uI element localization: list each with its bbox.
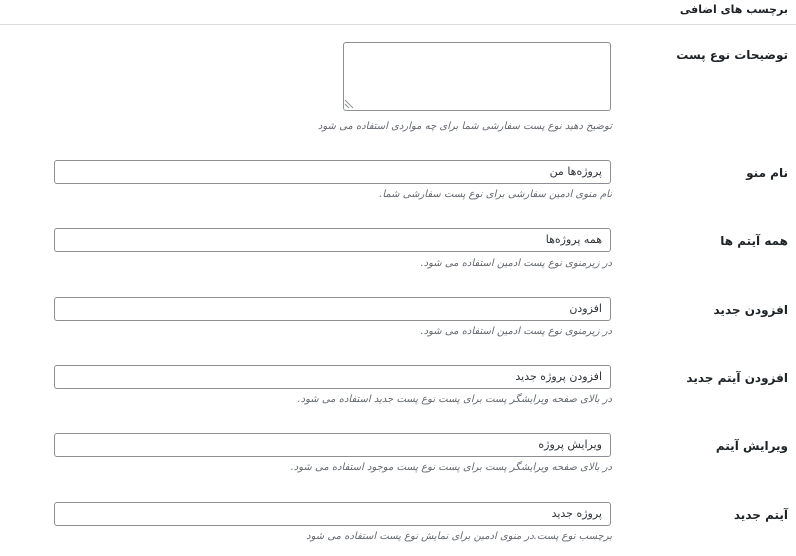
add-new-item-input[interactable]: افزودن پروژه جدید: [54, 365, 611, 389]
new-item-input[interactable]: پروژه جدید: [54, 502, 611, 526]
add-new-item-label: افزودن آیتم جدید: [686, 371, 788, 385]
resize-handle-icon[interactable]: [344, 99, 354, 109]
all-items-help: در زیرمنوی نوع پست ادمین استفاده می شود.: [420, 258, 612, 269]
edit-item-label: ویرایش آیتم: [715, 439, 788, 453]
add-new-input[interactable]: افزودن: [54, 297, 611, 321]
menu-name-input[interactable]: پروژه‌ها من: [54, 160, 611, 184]
add-new-label: افزودن جدید: [713, 303, 788, 317]
new-item-help: برچسب نوع پست.در منوی ادمین برای نمایش نوع پست استفاده می شود: [306, 531, 612, 542]
menu-name-help: نام منوی ادمین سفارشی برای نوع پست سفارشی شما.: [379, 189, 612, 200]
description-label: توضیحات نوع پست: [676, 48, 788, 62]
add-new-item-help: در بالای صفحه ویرایشگر پست برای پست نوع پست جدید استفاده می شود.: [297, 394, 612, 405]
all-items-label: همه آیتم ها: [720, 234, 788, 248]
edit-item-input[interactable]: ویرایش پروژه: [54, 433, 611, 457]
section-title: برچسب های اضافی: [679, 3, 788, 16]
all-items-input[interactable]: همه پروژه‌ها: [54, 228, 611, 252]
description-help: توضیح دهید نوع پست سفارشی شما برای چه مواردی استفاده می شود: [317, 121, 612, 132]
description-textarea[interactable]: [343, 42, 611, 111]
section-header: [0, 0, 796, 25]
new-item-label: آیتم جدید: [733, 508, 788, 522]
menu-name-label: نام منو: [746, 166, 788, 180]
add-new-help: در زیرمنوی نوع پست ادمین استفاده می شود.: [420, 326, 612, 337]
edit-item-help: در بالای صفحه ویرایشگر پست برای پست نوع پست موجود استفاده می شود.: [290, 462, 612, 473]
